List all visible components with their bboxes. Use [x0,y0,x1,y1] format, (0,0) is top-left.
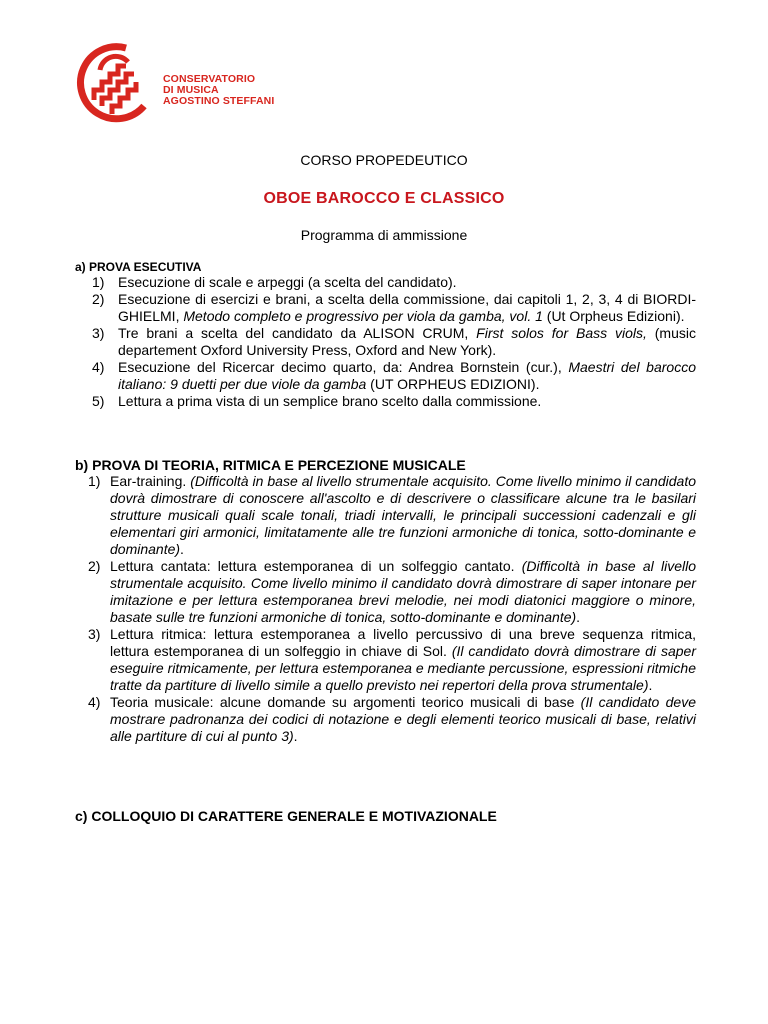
item-text: Lettura ritmica: lettura estemporanea a livello percussivo di una breve sequenza ritmica, lettura estemporanea di un solfeggio in chiave di Sol. [110,626,696,659]
item-note: (Difficoltà in base al livello strumentale acquisito. Come livello minimo il candidato dovrà dimostrare di saper intonare per imitazione e per lettura estemporanea brevi melodie, nei modi diatonici maggiore o minore, basate sulle tre funzioni armoniche di tonica, sotto-dominante e dominante) [110,558,696,625]
item-note: (Il candidato deve mostrare padronanza dei codici di notazione e degli elementi teorico musicali di base, relativi alle partiture di cui al punto 3) [110,694,696,744]
item-text: . [576,609,581,625]
item-number: 1) [88,473,101,489]
logo-line-1: CONSERVATORIO [163,73,256,85]
list-item [92,274,696,291]
item-number: 4) [88,694,101,710]
list-item [88,558,696,626]
conservatory-logo [72,40,275,124]
section-a-heading: a) PROVA ESECUTIVA [75,260,202,274]
item-number: 4) [92,359,105,375]
section-b-list [88,473,696,745]
course-label: CORSO PROPEDEUTICO [300,152,468,168]
item-note: (Il candidato dovrà dimostrare di saper eseguire ritmicamente, per lettura estemporanea e mediante percussione, espressioni ritmiche tratte da partiture di livello simile a quello previsto nei repertori della prova strumentale) [110,643,696,693]
item-number: 3) [92,325,105,341]
item-number: 3) [88,626,101,642]
item-number: 1) [92,274,105,290]
item-text: Tre brani a scelta del candidato da ALISON CRUM, [118,325,477,341]
item-text: Lettura cantata: lettura estemporanea di un solfeggio cantato. [110,558,522,574]
item-text: . [648,677,653,693]
item-text: . [293,728,298,744]
section-b-heading: b) PROVA DI TEORIA, RITMICA E PERCEZIONE MUSICALE [75,457,466,473]
item-text: (UT ORPHEUS EDIZIONI). [366,376,540,392]
conservatory-logo-icon [72,40,160,124]
section-a-list [92,274,696,410]
list-item [88,694,696,745]
item-note: (Difficoltà in base al livello strumentale acquisito. Come livello minimo il candidato dovrà dimostrare di conoscere all'ascolto e di descrivere o classificare alcune tra le basilari strutture musicali quali scale tonali, triadi intervalli, le principali successioni cadenzali e gli elementari giri armonici, limitatamente alle tre funzioni armoniche di tonica, sotto-dominante e dominante) [110,473,696,557]
logo-text [163,74,274,107]
list-item [92,393,696,410]
item-text: Ear-training. [110,473,191,489]
item-text: (music departement Oxford University Press, Oxford and New York). [118,325,696,358]
logo-line-3: AGOSTINO STEFFANI [163,95,275,107]
list-item [88,473,696,558]
list-item [92,291,696,325]
section-c-heading: c) COLLOQUIO DI CARATTERE GENERALE E MOTIVAZIONALE [75,808,497,824]
item-text: Esecuzione di esercizi e brani, a scelta della commissione, dai capitoli 1, 2, 3, 4 di BIORDI-GHIELMI, [118,291,696,324]
page-title: OBOE BAROCCO E CLASSICO [263,190,505,207]
item-number: 5) [92,393,105,409]
page-subtitle: Programma di ammissione [300,227,468,243]
item-text: Esecuzione del Ricercar decimo quarto, da: Andrea Bornstein (cur.), [118,359,569,375]
item-text: Esecuzione di scale e arpeggi (a scelta del candidato). [118,274,457,290]
list-item [88,626,696,694]
item-title: First solos for Bass viols, [476,325,647,341]
logo-line-2: DI MUSICA [163,84,219,96]
item-title: Maestri del barocco italiano: 9 duetti per due viole da gamba [118,359,696,392]
list-item [92,325,696,359]
item-title: Metodo completo e progressivo per viola da gamba, vol. 1 [183,308,543,324]
item-text: Lettura a prima vista di un semplice brano scelto dalla commissione. [118,393,542,409]
item-text: . [180,541,184,557]
item-text: (Ut Orpheus Edizioni). [542,308,685,324]
item-number: 2) [88,558,101,574]
list-item [92,359,696,393]
item-text: Teoria musicale: alcune domande su argomenti teorico musicali di base [110,694,581,710]
item-number: 2) [92,291,105,307]
